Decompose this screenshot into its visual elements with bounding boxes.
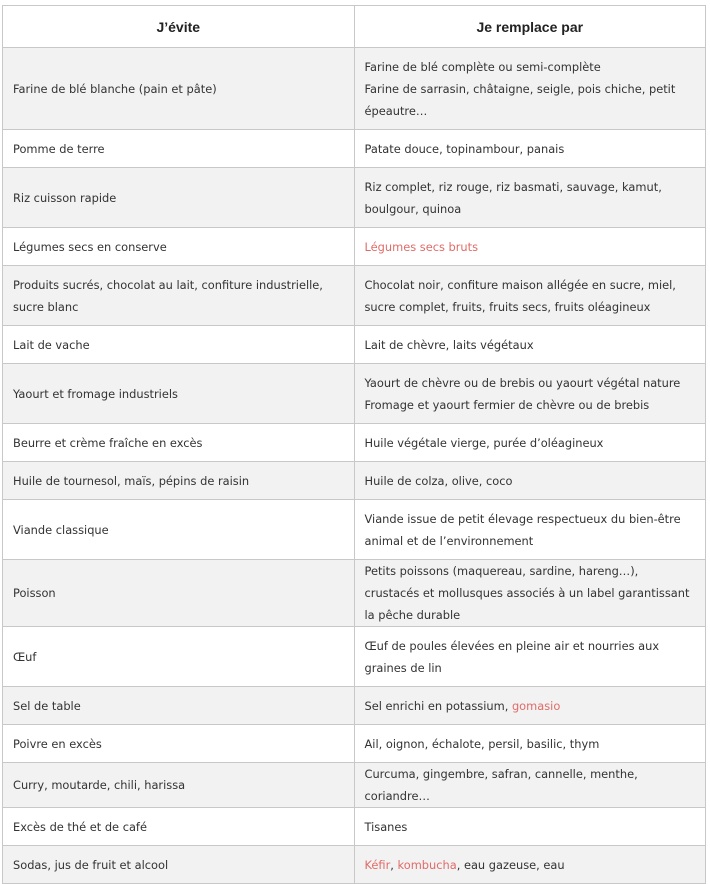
replace-line: Yaourt de chèvre ou de brebis ou yaourt végétal nature — [364, 375, 681, 390]
avoid-cell: Farine de blé blanche (pain et pâte) — [3, 48, 355, 130]
table-row — [3, 168, 706, 228]
table-row — [3, 808, 706, 846]
table-row — [3, 725, 706, 763]
gomasio-link[interactable]: gomasio — [511, 698, 561, 713]
avoid-cell: Yaourt et fromage industriels — [3, 364, 355, 424]
avoid-cell: Viande classique — [3, 500, 355, 560]
replace-line: Farine de sarrasin, châtaigne, seigle, pois chiche, petit épeautre… — [364, 81, 676, 118]
replace-cell: Riz complet, riz rouge, riz basmati, sauvage, kamut, boulgour, quinoa — [354, 168, 706, 228]
replace-text: , eau gazeuse, eau — [456, 857, 565, 872]
replace-cell: Huile de colza, olive, coco — [354, 462, 706, 500]
replace-cell — [354, 364, 706, 424]
replace-cell — [354, 48, 706, 130]
replace-cell: Lait de chèvre, laits végétaux — [354, 326, 706, 364]
substitution-table — [2, 5, 706, 884]
table-row — [3, 560, 706, 627]
avoid-cell: Légumes secs en conserve — [3, 228, 355, 266]
replace-cell: Petits poissons (maquereau, sardine, hareng…), crustacés et mollusques associés à un label garantissant la pêche durable — [354, 560, 706, 627]
avoid-cell: Œuf — [3, 627, 355, 687]
table-row — [3, 424, 706, 462]
avoid-cell: Produits sucrés, chocolat au lait, confiture industrielle, sucre blanc — [3, 266, 355, 326]
replace-cell: Œuf de poules élevées en pleine air et nourries aux graines de lin — [354, 627, 706, 687]
table-row — [3, 364, 706, 424]
avoid-cell: Pomme de terre — [3, 130, 355, 168]
table-row — [3, 500, 706, 560]
replace-cell — [354, 228, 706, 266]
avoid-cell: Curry, moutarde, chili, harissa — [3, 763, 355, 808]
replace-cell: Ail, oignon, échalote, persil, basilic, thym — [354, 725, 706, 763]
avoid-cell: Beurre et crème fraîche en excès — [3, 424, 355, 462]
table-row — [3, 48, 706, 130]
table-row — [3, 266, 706, 326]
kombucha-link[interactable]: kombucha — [397, 857, 457, 872]
table-row — [3, 627, 706, 687]
kefir-link[interactable]: Kéfir — [364, 857, 391, 872]
table-row — [3, 846, 706, 884]
replace-cell — [354, 846, 706, 884]
legumes-secs-bruts-link[interactable]: Légumes secs bruts — [364, 239, 479, 254]
replace-cell: Viande issue de petit élevage respectueux du bien-être animal et de l’environnement — [354, 500, 706, 560]
replace-cell: Huile végétale vierge, purée d’oléagineux — [354, 424, 706, 462]
replace-line: Farine de blé complète ou semi-complète — [364, 59, 601, 74]
table-row — [3, 326, 706, 364]
table-row — [3, 228, 706, 266]
avoid-cell: Excès de thé et de café — [3, 808, 355, 846]
avoid-cell: Riz cuisson rapide — [3, 168, 355, 228]
replace-cell: Patate douce, topinambour, panais — [354, 130, 706, 168]
replace-cell — [354, 687, 706, 725]
avoid-cell: Huile de tournesol, maïs, pépins de raisin — [3, 462, 355, 500]
table-row — [3, 462, 706, 500]
avoid-cell: Poisson — [3, 560, 355, 627]
header-avoid: J’évite — [3, 6, 355, 48]
avoid-cell: Sodas, jus de fruit et alcool — [3, 846, 355, 884]
avoid-cell: Lait de vache — [3, 326, 355, 364]
table-row — [3, 130, 706, 168]
replace-cell: Tisanes — [354, 808, 706, 846]
header-row — [3, 6, 706, 48]
table-row — [3, 687, 706, 725]
replace-cell: Curcuma, gingembre, safran, cannelle, menthe, coriandre… — [354, 763, 706, 808]
header-replace: Je remplace par — [354, 6, 706, 48]
table-row — [3, 763, 706, 808]
avoid-cell: Sel de table — [3, 687, 355, 725]
replace-cell: Chocolat noir, confiture maison allégée en sucre, miel, sucre complet, fruits, fruits secs, fruits oléagineux — [354, 266, 706, 326]
replace-text: , — [390, 857, 398, 872]
replace-text: Sel enrichi en potassium, — [364, 698, 512, 713]
replace-line: Fromage et yaourt fermier de chèvre ou de brebis — [364, 397, 650, 412]
avoid-cell: Poivre en excès — [3, 725, 355, 763]
